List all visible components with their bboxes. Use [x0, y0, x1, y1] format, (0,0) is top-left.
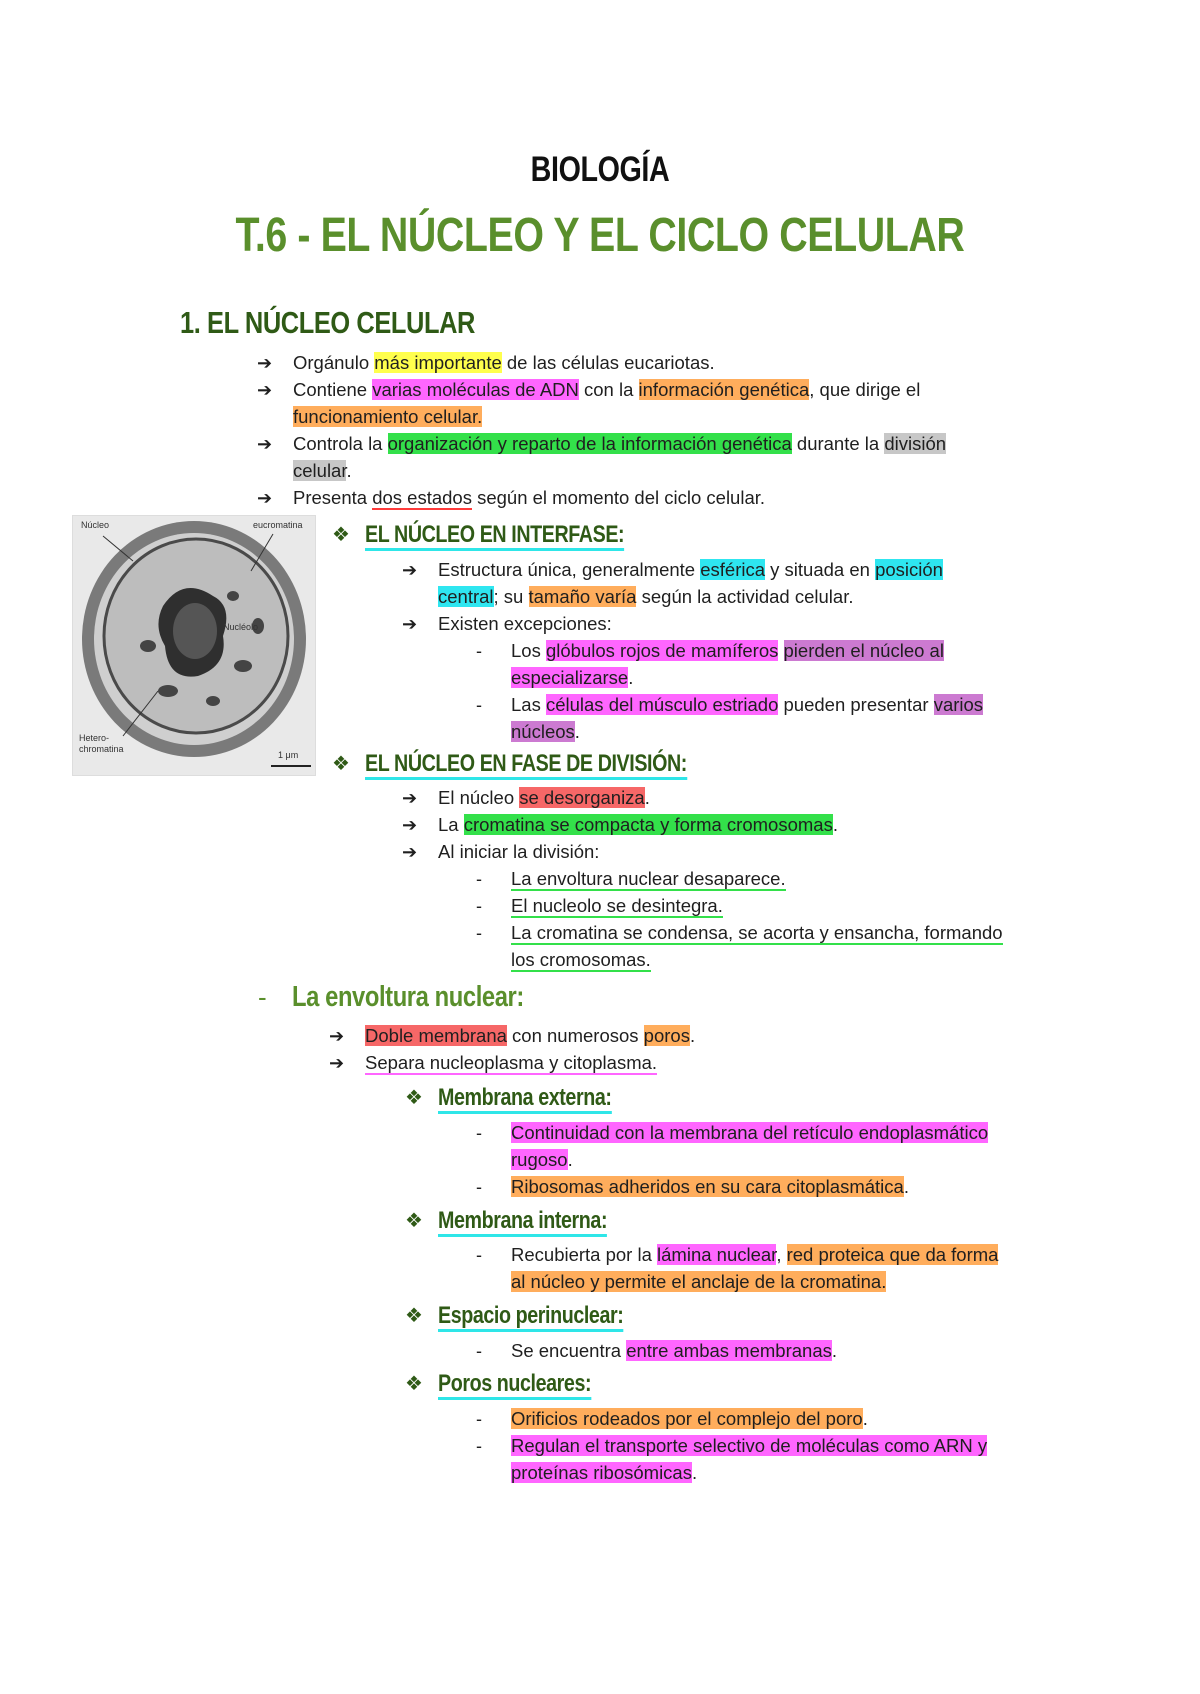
- sub-bullet-text: Continuidad con la membrana del retículo endoplasmático: [511, 1122, 989, 1143]
- dash-bullet: -: [476, 641, 482, 661]
- diamond-bullet: ❖: [405, 1305, 423, 1327]
- unit-title: T.6 - EL NÚCLEO Y EL CICLO CELULAR: [235, 209, 965, 262]
- dash-bullet: -: [258, 982, 267, 1012]
- dash-bullet: -: [476, 1245, 482, 1265]
- subheading-membrana-interna: Membrana interna:: [438, 1206, 607, 1236]
- bullet-text: Al iniciar la división:: [438, 841, 600, 862]
- sub-bullet-text: La cromatina se condensa, se acorta y ensancha, formando: [511, 922, 1003, 943]
- arrow-bullet: ➔: [257, 353, 273, 373]
- bullet-text: Doble membrana con numerosos poros.: [365, 1025, 696, 1046]
- bullet-text: Estructura única, generalmente esférica y situada en posición: [438, 559, 943, 580]
- bullet-text: El núcleo se desorganiza.: [438, 787, 650, 808]
- subheading-membrana-externa: Membrana externa:: [438, 1083, 611, 1113]
- bullet-text-cont: central; su tamaño varía según la actividad celular.: [438, 586, 854, 607]
- bullet-text: Orgánulo más importante de las células eucariotas.: [293, 352, 715, 373]
- sub-bullet-text-cont: especializarse.: [511, 667, 634, 688]
- dash-bullet: -: [476, 869, 482, 889]
- sub-bullet-text: La envoltura nuclear desaparece.: [511, 868, 786, 889]
- sub-bullet-text: Los glóbulos rojos de mamíferos pierden el núcleo al: [511, 640, 944, 661]
- sub-bullet-text-cont: proteínas ribosómicas.: [511, 1462, 698, 1483]
- subheading-division: EL NÚCLEO EN FASE DE DIVISIÓN:: [365, 749, 687, 779]
- label-nucleolo: Nucléolo: [223, 622, 259, 632]
- label-eucromatina: eucromatina: [253, 520, 303, 530]
- dash-bullet: -: [476, 695, 482, 715]
- diamond-bullet: ❖: [405, 1210, 423, 1232]
- arrow-bullet: ➔: [402, 842, 418, 862]
- label-hetero: Hetero-: [79, 733, 110, 743]
- scale-label: 1 μm: [278, 750, 299, 760]
- sub-bullet-text-cont: al núcleo y permite el anclaje de la cromatina.: [511, 1271, 887, 1292]
- sub-bullet-text: Las células del músculo estriado pueden presentar varios: [511, 694, 984, 715]
- section-heading-nucleo-celular: 1. EL NÚCLEO CELULAR: [180, 305, 475, 340]
- arrow-bullet: ➔: [402, 560, 418, 580]
- nucleus-micrograph: [72, 515, 316, 776]
- sub-bullet-text: Orificios rodeados por el complejo del poro.: [511, 1408, 868, 1429]
- label-chromatina: chromatina: [79, 744, 124, 754]
- sub-bullet-text-cont: rugoso.: [511, 1149, 573, 1170]
- subject-title: BIOLOGÍA: [530, 150, 670, 189]
- dash-bullet: -: [476, 1341, 482, 1361]
- sub-bullet-text-cont: los cromosomas.: [511, 949, 651, 970]
- sub-bullet-text: Regulan el transporte selectivo de moléculas como ARN y: [511, 1435, 988, 1456]
- sub-bullet-text: Se encuentra entre ambas membranas.: [511, 1340, 837, 1361]
- arrow-bullet: ➔: [329, 1026, 345, 1046]
- arrow-bullet: ➔: [329, 1053, 345, 1073]
- bullet-text-cont: celular.: [293, 460, 352, 481]
- diamond-bullet: ❖: [405, 1373, 423, 1395]
- bullet-text: Contiene varias moléculas de ADN con la información genética, que dirige el: [293, 379, 921, 400]
- bullet-text: Presenta dos estados según el momento del ciclo celular.: [293, 487, 766, 508]
- bullet-text: Controla la organización y reparto de la información genética durante la división: [293, 433, 947, 454]
- sub-bullet-text: Recubierta por la lámina nuclear, red proteica que da forma: [511, 1244, 999, 1265]
- subheading-poros-nucleares: Poros nucleares:: [438, 1369, 591, 1399]
- section-heading-envoltura: La envoltura nuclear:: [292, 981, 524, 1013]
- arrow-bullet: ➔: [257, 380, 273, 400]
- sub-bullet-text-cont: núcleos.: [511, 721, 580, 742]
- sub-bullet-text: El nucleolo se desintegra.: [511, 895, 723, 916]
- arrow-bullet: ➔: [402, 815, 418, 835]
- arrow-bullet: ➔: [257, 488, 273, 508]
- sub-bullet-text: Ribosomas adheridos en su cara citoplasmática.: [511, 1176, 909, 1197]
- bullet-text: La cromatina se compacta y forma cromosomas.: [438, 814, 838, 835]
- dash-bullet: -: [476, 896, 482, 916]
- arrow-bullet: ➔: [402, 614, 418, 634]
- dash-bullet: -: [476, 1436, 482, 1456]
- bullet-text: Existen excepciones:: [438, 613, 612, 634]
- bullet-text: Separa nucleoplasma y citoplasma.: [365, 1052, 658, 1073]
- dash-bullet: -: [476, 923, 482, 943]
- diamond-bullet: ❖: [332, 753, 350, 775]
- bullet-text-cont: funcionamiento celular.: [293, 406, 483, 427]
- arrow-bullet: ➔: [402, 788, 418, 808]
- diamond-bullet: ❖: [405, 1087, 423, 1109]
- subheading-espacio-perinuclear: Espacio perinuclear:: [438, 1301, 623, 1331]
- arrow-bullet: ➔: [257, 434, 273, 454]
- dash-bullet: -: [476, 1177, 482, 1197]
- dash-bullet: -: [476, 1123, 482, 1143]
- diamond-bullet: ❖: [332, 524, 350, 546]
- label-nucleo: Núcleo: [81, 520, 110, 530]
- subheading-interfase: EL NÚCLEO EN INTERFASE:: [365, 520, 624, 550]
- dash-bullet: -: [476, 1409, 482, 1429]
